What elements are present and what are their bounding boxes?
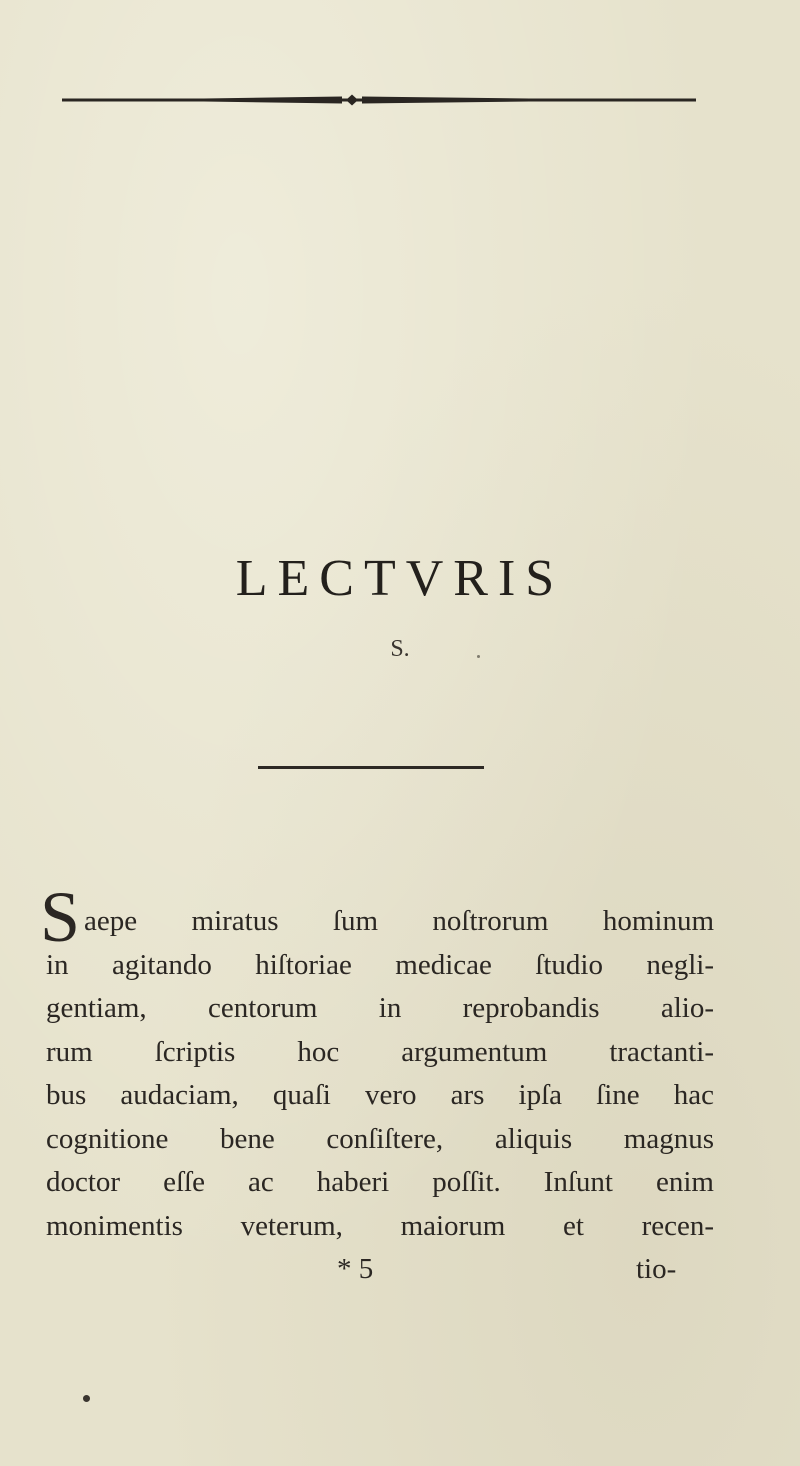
body-paragraph: [40, 877, 714, 1248]
page-footer: [0, 1253, 800, 1297]
text-line: [40, 877, 714, 957]
text-line: cognitione bene conſiſtere, aliquis magnus: [46, 1122, 714, 1155]
page-title: LECTVRIS: [235, 550, 565, 607]
text-line: in agitando hiſtoriae medicae ſtudio negli-: [46, 948, 714, 981]
text-line: rum ſcriptis hoc argumentum tractanti-: [46, 1035, 714, 1068]
ornamental-rule: [62, 94, 696, 106]
signature-mark: * 5: [337, 1253, 374, 1285]
section-divider: [258, 766, 484, 769]
ink-speck: [477, 655, 480, 658]
page-subtitle: S.: [390, 636, 410, 662]
text-line: doctor eſſe ac haberi poſſit. Inſunt enim: [46, 1166, 714, 1198]
text-line-rest: aepe miratus ſum noſtrorum hominum: [84, 905, 714, 937]
text-line: bus audaciam, quaſi vero ars ipſa ſine hac: [46, 1079, 714, 1111]
ink-speck: [83, 1395, 90, 1402]
catchword: tio-: [636, 1253, 677, 1285]
drop-cap: S: [40, 877, 81, 957]
text-line: gentiam, centorum in reprobandis alio-: [46, 992, 714, 1024]
text-line: monimentis veterum, maiorum et recen-: [46, 1209, 714, 1242]
